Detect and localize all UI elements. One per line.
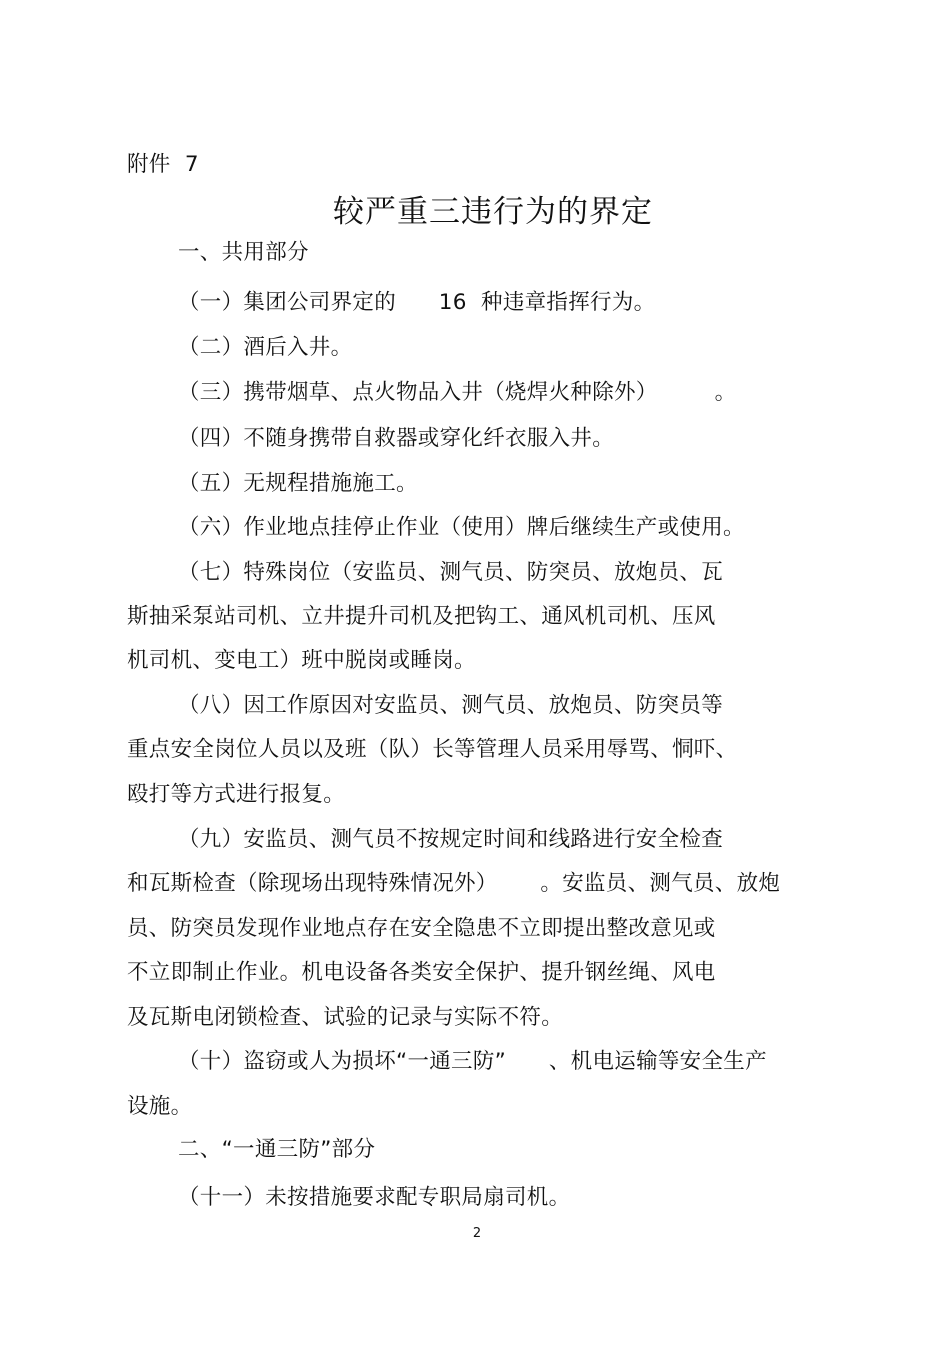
paragraph-line: 设施。: [127, 1094, 193, 1119]
paragraph-line: （十）盗窃或人为损坏“一通三防” 、机电运输等安全生产: [178, 1049, 767, 1074]
paragraph-line: （八）因工作原因对安监员、测气员、放炮员、防突员等: [178, 693, 724, 718]
paragraph-line: 员、防突员发现作业地点存在安全隐患不立即提出整改意见或: [127, 916, 716, 941]
page-number: 2: [472, 1226, 482, 1241]
paragraph-line: 及瓦斯电闭锁检查、试验的记录与实际不符。: [127, 1005, 564, 1030]
paragraph-line: （四）不随身携带自救器或穿化纤衣服入井。: [178, 426, 615, 451]
paragraph-line: 斯抽采泵站司机、立井提升司机及把钩工、通风机司机、压风: [127, 604, 716, 629]
attachment-label: 附件 7: [127, 152, 199, 177]
paragraph-line: （二）酒后入井。: [178, 335, 353, 360]
document-title: 较严重三违行为的界定: [333, 194, 653, 230]
paragraph-line: （一）集团公司界定的 16 种违章指挥行为。: [178, 290, 656, 315]
paragraph-line: 不立即制止作业。机电设备各类安全保护、提升钢丝绳、风电: [127, 960, 716, 985]
paragraph-line: （三）携带烟草、点火物品入井（烧焊火种除外） 。: [178, 380, 737, 405]
paragraph-line: 和瓦斯检查（除现场出现特殊情况外） 。安监员、测气员、放炮: [127, 871, 781, 896]
paragraph-line: （六）作业地点挂停止作业（使用）牌后继续生产或使用。: [178, 515, 745, 540]
paragraph-line: （九）安监员、测气员不按规定时间和线路进行安全检查: [178, 827, 724, 852]
paragraph-line: （五）无规程措施施工。: [178, 471, 418, 496]
paragraph-line: 机司机、变电工）班中脱岗或睡岗。: [127, 648, 476, 673]
paragraph-line: （七）特殊岗位（安监员、测气员、防突员、放炮员、瓦: [178, 560, 724, 585]
section-heading: 二、“一通三防”部分: [178, 1137, 376, 1162]
paragraph-line: 重点安全岗位人员以及班（队）长等管理人员采用辱骂、恫吓、: [127, 737, 738, 762]
paragraph-line: 殴打等方式进行报复。: [127, 782, 346, 807]
paragraph-line: （十一）未按措施要求配专职局扇司机。: [178, 1185, 571, 1210]
section-heading: 一、共用部分: [178, 240, 309, 265]
